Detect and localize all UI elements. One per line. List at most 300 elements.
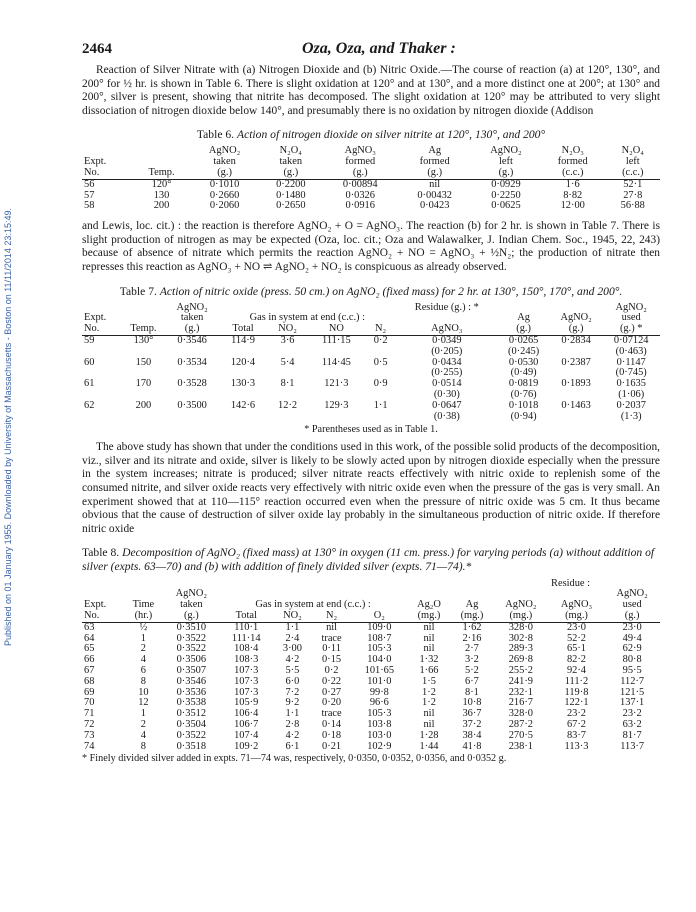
table8-cell: 107·3 [234,686,259,698]
table8-cell: 0·3510 [164,622,220,633]
table-7-label: Table 7. [119,284,157,298]
table6-header-cell: (g.) [217,166,232,178]
table8-cell: 81·7 [622,729,642,741]
table8-cell: 0·3522 [176,643,207,655]
table8-cell: 23·2 [566,708,586,720]
table8-header-cell: Ag₂O [417,599,441,611]
table6-header-cell: N₂O₃ [561,145,584,157]
table7-cell [166,412,219,423]
paragraph-2: and Lewis, loc. cit.) : the reaction is therefore AgNO₂ + O = AgNO₃. The reaction (b) for 2 hr. is shown in Table 7. There is slight production of nitrogen as may be expected (Oza, loc. cit.; Oza and Walawalker, J. Indian Chem. Soc., 1945, 22, 243) because of absence of nitrate which permits the reaction AgNO₂ + NO = AgNO₃ + ½N₂; the production of nitrate then represses this reaction as AgNO₃ + NO ⇌ AgNO₂ + NO₂ is conspicuous as already observed. [82,220,660,273]
table8-cell: 82·2 [566,654,586,666]
table8-cell: 255·2 [508,665,533,677]
table8-cell: 4·2 [285,654,300,666]
table8-cell: 1·1 [285,708,300,720]
table8-cell: 69 [84,686,95,698]
table8-cell: trace [321,708,342,720]
table7-cell: (0·38) [433,410,460,422]
table7-header-cell: AgNO₃ [431,323,463,335]
table8-cell: 1·28 [419,729,439,741]
table-8-label: Table 8. [82,546,120,560]
table8-cell: 1·32 [419,654,439,666]
table6-cell: 200 [153,200,170,212]
table8-cell: 12 [138,697,149,709]
table6-header-cell: No. [84,166,100,178]
table7-cell: 0·0434 [432,356,462,368]
table6-header-cell: taken [279,156,303,168]
table6-cell: 12·00 [560,200,585,212]
table7-cell [308,347,365,358]
table8-cell: nil [423,708,435,720]
table8-cell: 72 [84,719,95,731]
table6-header-cell: AgNO₂ [208,145,241,157]
table8-header-cell: (mg.) [509,610,533,622]
table7-cell: (0·205) [431,345,463,357]
table8-cell: 1 [140,708,146,720]
table8-cell: 41·8 [462,740,482,752]
table8-cell: 1·1 [273,622,311,633]
table8-cell: trace [321,632,342,644]
table8-cell: 6 [140,665,146,677]
table8-cell: 10 [138,686,149,698]
table6-row [82,201,660,212]
table7-cell [218,347,267,358]
table7-header-cell: Ag [517,312,530,324]
table7-row [82,358,660,369]
table8-cell: 0·3522 [176,729,207,741]
table7-cell: 60 [84,356,95,368]
table7-cell: 0·1147 [616,356,646,368]
table8-cell: 1·2 [422,697,436,709]
table8-cell: 2·16 [462,632,482,644]
table7-header-cell: AgNO₂ [560,312,592,324]
table8-cell: nil [423,632,435,644]
table8-cell: 0·11 [322,643,341,655]
table7-cell: (0·49) [510,367,537,379]
table7-cell: 0·0265 [497,335,549,346]
table7-cell [550,412,603,423]
table8-cell: 0·3518 [176,740,207,752]
table-6 [82,146,660,212]
table-7 [82,303,660,423]
table6-header-cell: formed [345,156,376,168]
table6-header-row [82,168,660,179]
table8-cell: 111·14 [231,632,261,644]
table8-cell: 101·65 [364,665,395,677]
table8-cell: 68 [84,675,95,687]
table8-cell: 10·8 [462,697,482,709]
table8-cell: 1·2 [422,686,436,698]
table7-cell: 150 [135,356,152,368]
table7-row [82,379,660,390]
table8-cell: 2 [140,643,146,655]
table8-cell: 302·8 [508,632,533,644]
table7-cell: 0·1893 [561,378,591,390]
table8-header-cell: (hr.) [134,610,153,622]
table8-header-cell: Gas in system at end (c.c.) : [255,599,371,611]
table7-cell: (0·76) [510,388,537,400]
table8-cell: 64 [84,632,95,644]
table6-header-cell: left [499,156,513,168]
table7-cell: 111·15 [308,335,365,346]
table8-cell: 0·3506 [176,654,207,666]
table6-cell: 0·0326 [345,189,375,201]
table7-cell: 0·2037 [616,399,646,411]
table6-header-cell: AgNO₂ [490,145,522,157]
table8-cell: 99·8 [369,686,389,698]
table7-cell: (0·30) [433,388,460,400]
table7-cell [550,347,603,358]
table7-header-cell: N₂ [375,323,387,335]
table8-cell: 74 [84,740,95,752]
table7-cell: 0·0647 [432,399,462,411]
table8-cell: 8·1 [465,686,479,698]
paragraph-3: The above study has shown that under the conditions used in this work, of the possible solid products of the decomposition, viz., silver and its nitrate and oxide, silver is likely to be slowly acted upon by nitrogen dioxide especially when the pressure in the system increases; nitrate is produced; silver nitrate reacts effectively with nitric oxide to replenish some of the consumed nitrite, and silver oxide reacts very effectively with nitric oxide even when the pressure of the gas is very small. An experiment showed that at 110—115° reaction occurred even when the pressure of nitric oxide was 5 cm. It thus became obvious that the cause of destruction of silver oxide lay probably in the simultaneous production of nitric oxide. If therefore nitric oxide [82,441,660,535]
table8-cell: 92·4 [566,665,586,677]
table-6-caption [82,128,660,142]
table-7-caption [82,285,660,299]
table8-cell: 8 [140,740,146,752]
table-8 [82,589,660,752]
table8-cell: 63·2 [622,719,642,731]
table6-cell: 0·2250 [491,189,521,201]
table8-cell: 65·1 [566,643,586,655]
table8-cell: 238·1 [508,740,533,752]
table8-header-cell: (mg.) [460,610,484,622]
table7-cell: 0·2387 [561,356,591,368]
table6-header-cell: (c.c.) [562,166,584,178]
table7-header-cell: NO₂ [278,323,297,335]
table7-header-cell: AgNO₂ [176,301,208,313]
table7-header-cell: (g.) [516,323,531,335]
table8-header-cell: (g.) [183,610,199,622]
table7-cell: (1·3) [620,410,642,422]
table6-header-cell: taken [213,156,236,168]
table6-header-cell: formed [419,156,450,168]
table8-cell: 328·0 [493,622,549,633]
table8-cell: 6·1 [285,740,300,752]
table8-cell: 121·5 [620,686,645,698]
table-8-residue-label: Residue : [551,578,590,590]
table8-cell: 4 [140,654,146,666]
table7-header-cell: NO [328,323,344,335]
table8-cell: 0·15 [322,654,342,666]
table7-cell: (0·245) [508,345,540,357]
table7-cell [268,412,308,423]
table8-cell: 103·8 [367,719,392,731]
table8-cell: 23·2 [622,708,642,720]
table7-cell [82,412,121,423]
table8-cell: 2 [140,719,146,731]
table7-header-cell: taken [180,312,204,324]
table8-cell: 104·0 [367,654,392,666]
table7-cell: 61 [84,378,95,390]
table8-cell: 38·4 [462,729,482,741]
table7-cell: 62 [84,399,95,411]
table7-header-cell: Residue (g.) : * [414,301,479,313]
table8-cell: 289·3 [508,643,533,655]
table7-cell: 0·0349 [396,335,497,346]
table6-cell: 0·1480 [276,189,306,201]
table8-cell: 122·1 [564,697,589,709]
table8-cell: 232·1 [508,686,533,698]
table8-cell: 108·4 [234,643,259,655]
table7-cell: 130·3 [230,378,256,390]
table7-cell [365,412,396,423]
table-7-title: Action of nitric oxide (press. 50 cm.) on AgNO₂ (fixed mass) for 2 hr. at 130°, 150°, 170°, and 200°. [159,284,623,298]
table8-cell: 103·0 [367,729,392,741]
table8-cell: 241·9 [508,675,533,687]
table8-cell: ½ [123,622,163,633]
table7-header-cell: Total [232,323,254,335]
table-8-title: Decomposition of AgNO₂ (fixed mass) at 130° in oxygen (11 cm. press.) for varying periods (a) without addition of silver (expts. 63—70) and (b) with addition of finely divided silver (expts. 71—74).* [82,546,655,574]
table7-cell [82,347,121,358]
table6-cell: 0·00432 [417,189,452,201]
table7-cell: 130° [121,335,166,346]
table7-cell: 0·1463 [561,399,591,411]
table7-cell: 0·07124 [602,335,660,346]
table6-header-cell: Ag [428,145,442,157]
table8-cell: 1 [140,632,146,644]
table7-cell: 3·6 [268,335,308,346]
table6-cell: 0·0423 [419,200,450,212]
table8-cell: 0·21 [322,740,342,752]
table7-cell: (0·94) [510,410,537,422]
table7-cell: 0·9 [373,378,388,390]
table7-cell: 0·5 [373,356,388,368]
table7-header-cell: used [621,312,641,324]
table8-cell: 0·20 [322,697,342,709]
table7-cell: 0·3528 [177,378,207,390]
table6-cell: 27·8 [623,189,643,201]
table7-cell: 142·6 [230,399,256,411]
table7-cell: (0·463) [615,345,647,357]
table8-cell: 108·7 [367,632,392,644]
table8-cell: 0·3507 [176,665,207,677]
table6-header-cell: left [625,156,640,168]
table8-cell: 3·2 [465,654,479,666]
table8-cell: 269·8 [508,654,533,666]
table6-cell: 52·1 [606,179,661,190]
table7-cell: 0·0530 [508,356,539,368]
table7-cell [121,412,166,423]
table-8-footnote: * Finely divided silver added in expts. 71—74 was, respectively, 0·0350, 0·0352, 0·0356, and 0·0352 g. [82,753,507,765]
table8-row [82,742,660,753]
table8-header-cell: AgNO₂ [505,599,537,611]
table7-cell: 5·4 [280,356,295,368]
table8-cell: 63 [82,622,123,633]
table8-header-cell: Ag [465,599,479,611]
table8-header-cell: (mg.) [417,610,441,622]
table6-header-cell: Expt. [84,156,107,168]
table7-cell: 8·1 [280,378,295,390]
table8-cell: 62·9 [622,643,642,655]
table6-cell: 56 [82,179,133,190]
page-body [82,40,660,765]
table8-cell: 110·1 [219,622,273,633]
table7-header-cell: (g.) * [619,323,643,335]
table6-cell: 0·2650 [276,200,306,212]
table8-cell: 7·2 [285,686,300,698]
table8-cell: 112·7 [620,675,645,687]
table8-cell: 106·4 [234,708,259,720]
table8-cell: 0·14 [322,719,342,731]
table7-header-row [82,324,660,335]
table6-header-cell: N₂O₄ [621,145,644,157]
table6-cell: 0·0916 [345,200,375,212]
table6-header-cell: AgNO₃ [344,145,376,157]
table8-cell: 287·2 [508,719,533,731]
table6-header-cell: (g.) [283,166,299,178]
table7-cell: 12·2 [278,399,298,411]
table7-row [82,401,660,412]
table6-header-cell: N₂O₄ [279,145,302,157]
table-8-caption [82,546,660,574]
table7-cell: 121·3 [324,378,349,390]
page-header [82,40,660,64]
table8-cell: 23·0 [549,622,605,633]
table7-row [82,347,660,358]
table8-cell: nil [423,643,435,655]
table7-cell [218,412,267,423]
table-6-label: Table 6. [196,128,235,142]
table8-cell: 109·0 [352,622,407,633]
table7-cell: 0·0819 [508,378,539,390]
table8-cell: 8 [140,675,146,687]
table8-cell: 71 [84,708,95,720]
table8-cell: 2·7 [465,643,479,655]
table6-header-cell: Temp. [148,166,175,178]
table8-row [82,677,660,688]
table6-cell: 0·1010 [191,179,259,190]
page-number: 2464 [82,41,112,57]
table8-cell: 102·9 [367,740,392,752]
table8-cell: 108·3 [234,654,259,666]
table6-cell: 0·00894 [323,179,397,190]
table8-cell: 2·4 [285,632,300,644]
table8-cell: 0·22 [322,675,342,687]
table8-cell: 70 [84,697,95,709]
table8-header-cell: O₂ [373,610,385,622]
table8-cell: 0·27 [322,686,342,698]
table6-cell: 8·82 [563,189,583,201]
table8-cell: 107·4 [234,729,259,741]
table7-cell: 0·2834 [550,335,603,346]
table8-cell: 52·2 [566,632,586,644]
table8-cell: 105·9 [234,697,259,709]
table7-cell [365,347,396,358]
table8-cell: 36·7 [462,708,482,720]
table7-cell [268,347,308,358]
table8-cell: 101·0 [367,675,392,687]
table8-cell: 4·2 [285,729,300,741]
table8-cell: 5·5 [285,665,300,677]
table7-cell: 114·9 [218,335,267,346]
table8-cell: 67 [84,665,95,677]
table7-cell: 1·1 [373,399,388,411]
table8-cell: 105·3 [367,708,392,720]
table7-cell: (1·06) [618,388,645,400]
table8-cell: 0·3512 [176,708,207,720]
table7-row [82,412,660,423]
table8-cell: 83·7 [566,729,586,741]
table7-cell: 0·0514 [432,378,462,390]
table8-cell: nil [312,622,352,633]
table6-header-cell: formed [557,156,588,168]
table8-row [82,622,660,633]
table6-cell: 0·0929 [472,179,540,190]
table6-cell: 57 [84,189,95,201]
table6-cell: 0·2200 [259,179,323,190]
table8-cell: 113·3 [564,740,589,752]
table7-header-cell: Gas in system at end (c.c.) : [249,312,365,324]
table7-cell: 114·45 [321,356,351,368]
table8-cell: 95·5 [622,665,642,677]
table8-cell: 6·0 [285,675,300,687]
table8-cell: 137·1 [620,697,645,709]
table8-cell: 105·3 [367,643,392,655]
table7-header-cell: (g.) [184,323,200,335]
running-head: Oza, Oza, and Thaker : [302,40,456,57]
table8-cell: 106·7 [234,719,259,731]
table8-cell: 1·66 [419,665,439,677]
table8-header-row [82,611,660,622]
table8-header-cell: used [622,599,642,611]
table8-cell: 1·62 [451,622,493,633]
table8-cell: nil [407,622,451,633]
table8-cell: 0·3536 [176,686,207,698]
table8-cell: 37·2 [462,719,482,731]
table8-cell: 113·7 [620,740,645,752]
table6-row [82,179,660,190]
table6-cell: 0·0625 [491,200,521,212]
table6-cell: 1·6 [540,179,606,190]
table8-header-cell: N₂ [326,610,338,622]
table8-header-cell: (mg.) [565,610,588,622]
table7-header-cell [365,303,396,314]
table8-cell: 73 [84,729,95,741]
table6-header-cell: (g.) [427,166,443,178]
table8-cell: 328·0 [508,708,533,720]
table7-header-cell: (g.) [568,323,584,335]
table8-header-cell: taken [180,599,203,611]
table6-cell: 56·88 [620,200,645,212]
table7-cell: 129·3 [324,399,349,411]
table6-cell: 58 [84,200,95,212]
table8-header-cell: Total [235,610,257,622]
table8-cell: 0·3504 [176,719,207,731]
table7-cell: 0·1635 [616,378,646,390]
table8-cell: 66 [84,654,95,666]
table6-header-cell [133,146,191,157]
table8-header-cell: (g.) [624,610,640,622]
table8-cell: 80·8 [622,654,642,666]
table7-cell: 0·2 [365,335,396,346]
table8-cell: 0·3522 [176,632,207,644]
table8-cell: 3·00 [282,643,302,655]
table8-cell: 0·2 [324,665,339,677]
table8-cell: 2·8 [285,719,300,731]
table6-cell: 0·2660 [209,189,240,201]
table7-row [82,335,660,346]
table8-header-cell: Expt. [84,599,107,611]
table8-cell: 23·0 [604,622,660,633]
table8-cell: 270·5 [508,729,533,741]
table8-cell: 109·2 [234,740,259,752]
table8-cell: 49·4 [622,632,642,644]
table8-cell: 0·3538 [176,697,207,709]
table8-cell: 4 [140,729,146,741]
table-6-title: Action of nitrogen dioxide on silver nitrite at 120°, 130°, and 200° [236,128,546,142]
